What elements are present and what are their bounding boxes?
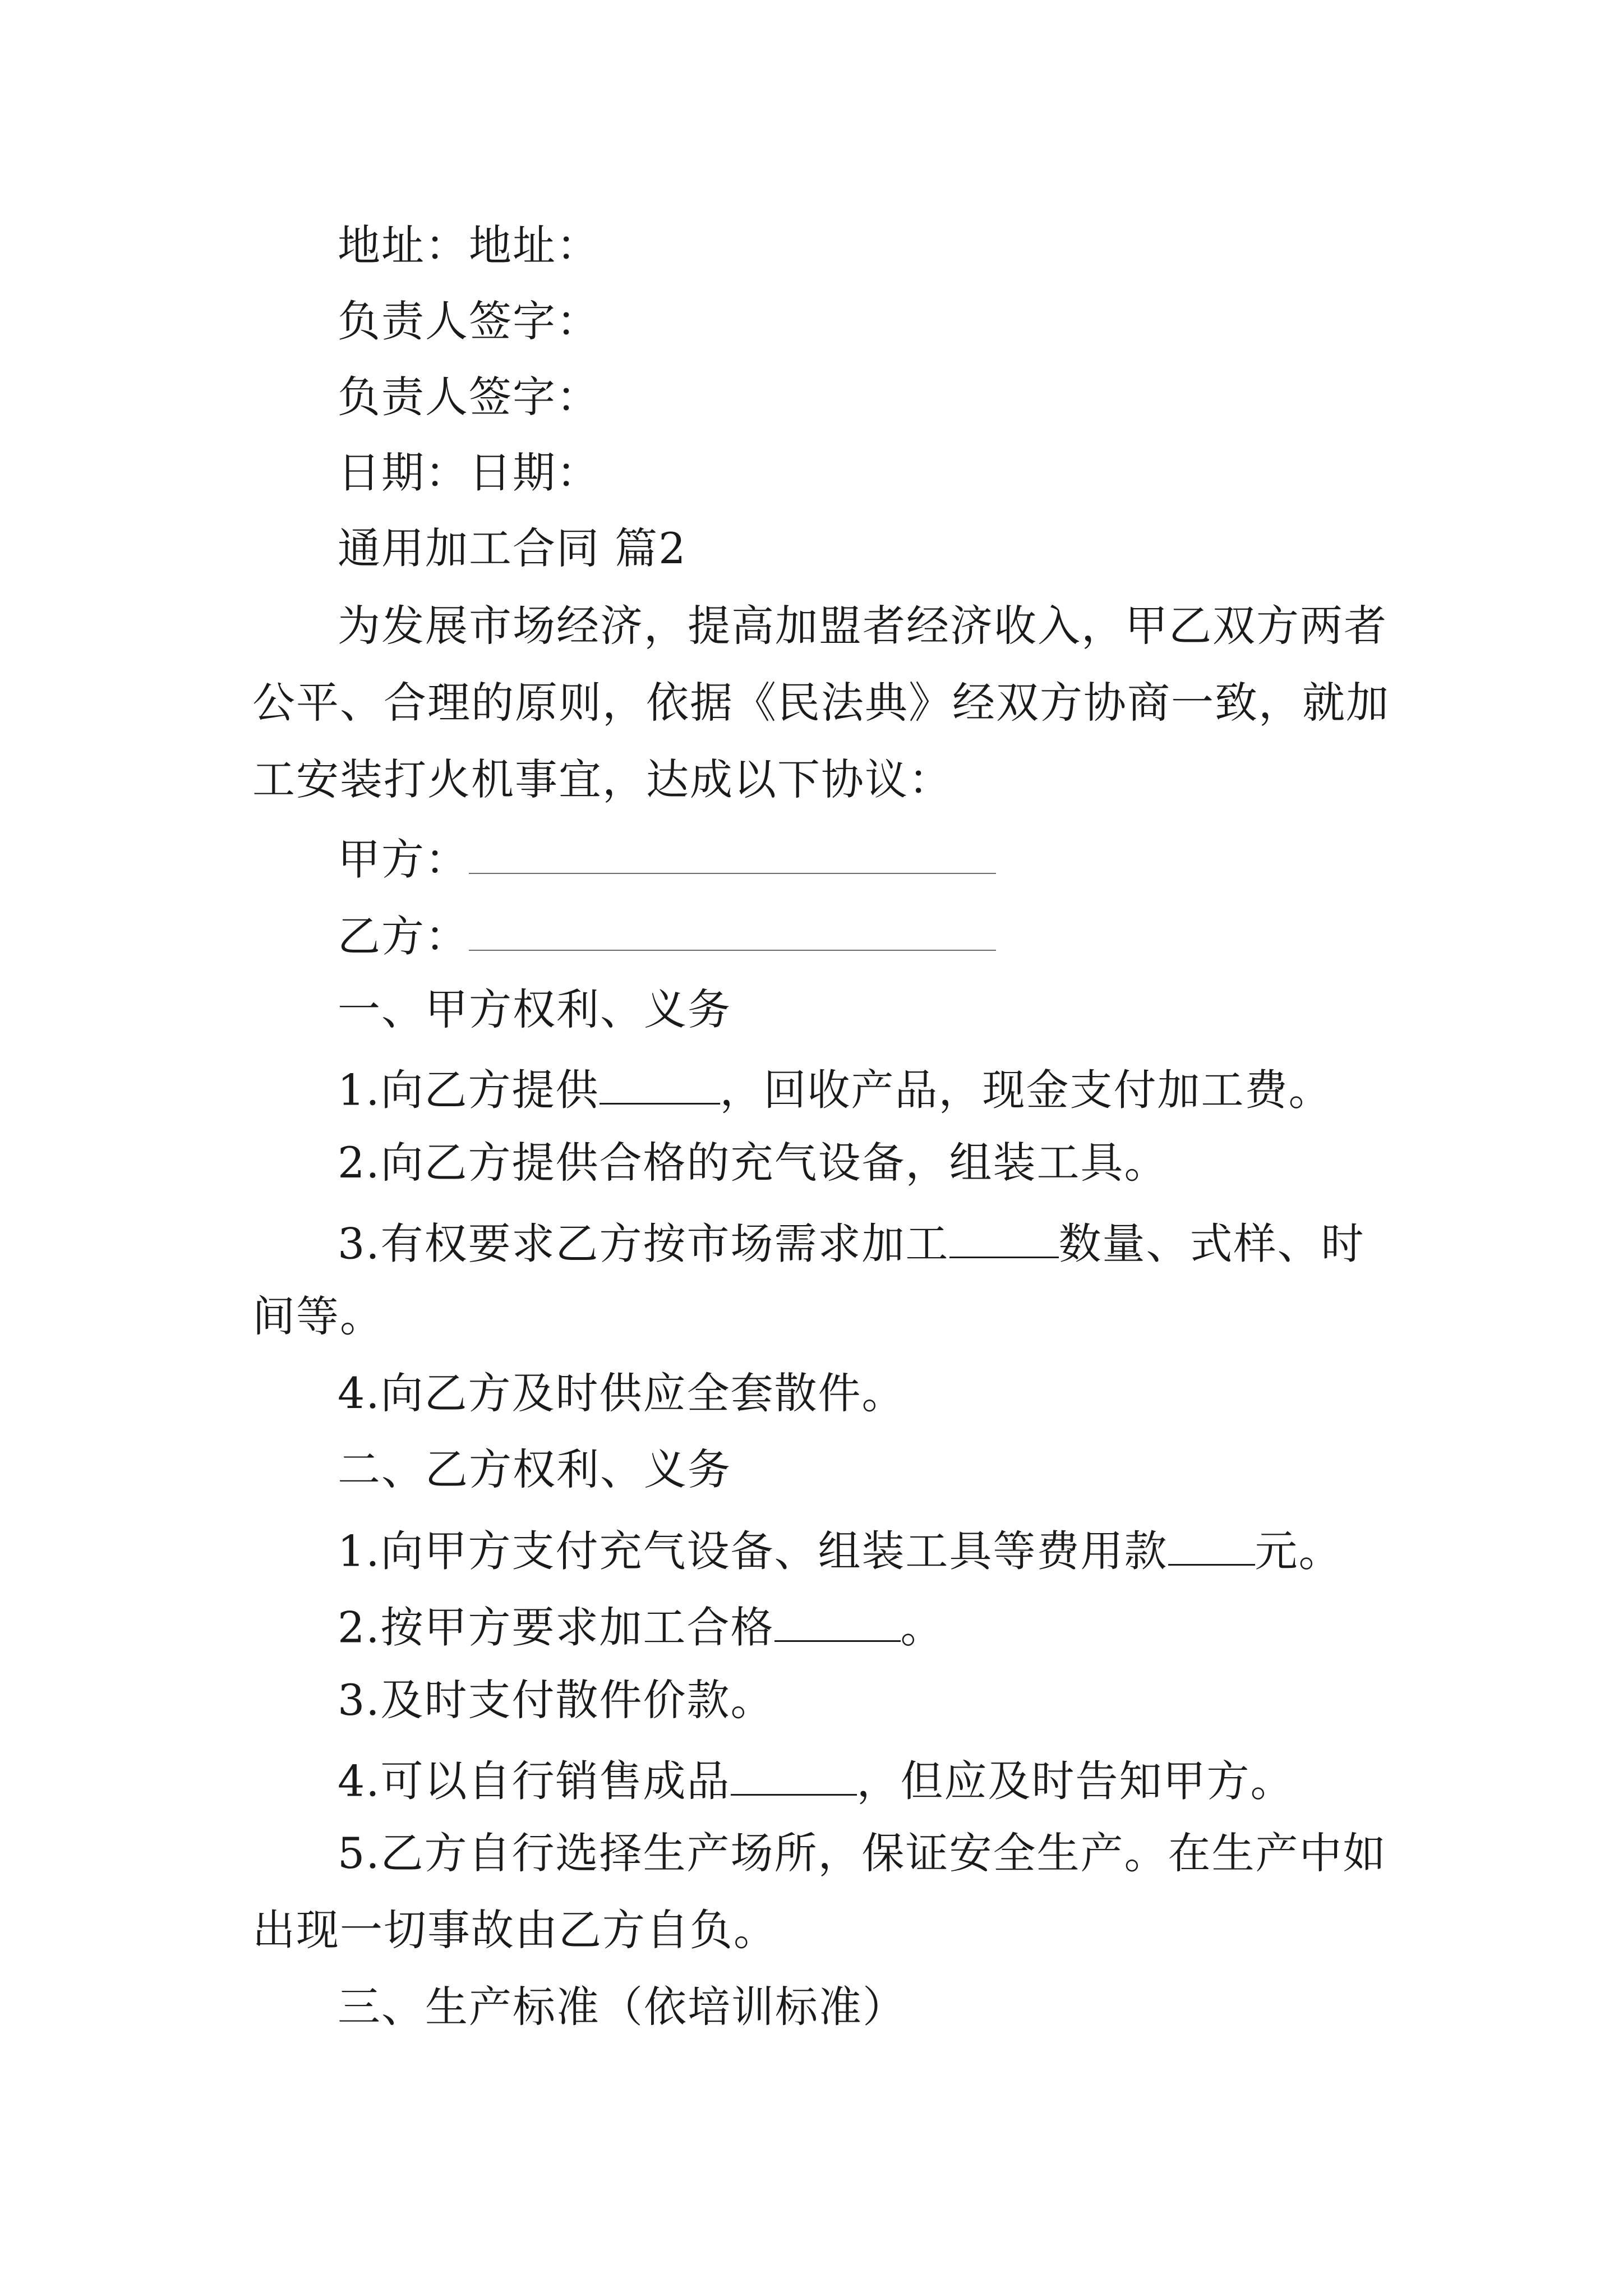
section-2-text: 二、乙方权利、义务 — [338, 1444, 731, 1494]
item-a1-post: ，回收产品，现金支付加工费。 — [720, 1065, 1332, 1115]
item-b2 — [338, 1602, 1470, 1653]
item-b4-pre: 4.可以自行销售成品 — [338, 1756, 731, 1806]
item-a1 — [338, 1065, 1470, 1115]
party-b-blank — [469, 912, 996, 951]
item-a3-continuation — [252, 1291, 1385, 1341]
item-a1-pre: 1.向乙方提供 — [338, 1065, 600, 1115]
item-a3-cont-text: 间等。 — [252, 1291, 384, 1341]
item-b1-post: 元。 — [1255, 1526, 1343, 1576]
signature-text-1: 负责人签字： — [338, 296, 600, 346]
item-a2-text: 2.向乙方提供合格的充气设备，组装工具。 — [338, 1138, 1168, 1188]
intro-text-3: 工安装打火机事宜，达成以下协议： — [252, 754, 952, 804]
item-b2-blank — [774, 1602, 901, 1642]
intro-text-1: 为发展市场经济，提高加盟者经济收入，甲乙双方两者 — [338, 601, 1387, 651]
signature-text-2: 负责人签字： — [338, 372, 600, 422]
item-a3 — [338, 1218, 1470, 1269]
signature-line-1 — [338, 296, 1470, 346]
item-b5-text-1: 5.乙方自行选择生产场所，保证安全生产。在生产中如 — [338, 1828, 1387, 1878]
heading-text: 通用加工合同 篇2 — [338, 523, 687, 573]
date-line — [338, 448, 1470, 498]
item-b4-post: ，但应及时告知甲方。 — [856, 1756, 1294, 1806]
address-text: 地址：地址： — [338, 220, 600, 270]
item-a1-blank — [600, 1065, 720, 1105]
section-2-title — [338, 1444, 1470, 1494]
item-a3-post: 数量、式样、时 — [1058, 1218, 1365, 1269]
item-b4 — [338, 1756, 1470, 1806]
item-b1-pre: 1.向甲方支付充气设备、组装工具等费用款 — [338, 1526, 1168, 1576]
item-b1 — [338, 1526, 1470, 1576]
item-b3-text: 3.及时支付散件价款。 — [338, 1675, 774, 1725]
party-b-label: 乙方： — [338, 911, 469, 961]
section-1-text: 一、甲方权利、义务 — [338, 984, 731, 1034]
item-a4 — [338, 1368, 1470, 1418]
intro-line-2 — [252, 678, 1390, 728]
intro-line-3 — [252, 754, 1385, 804]
section-3-title — [338, 1982, 1470, 2032]
party-a-label: 甲方： — [338, 834, 469, 885]
address-line — [338, 220, 1470, 270]
item-b2-post: 。 — [900, 1602, 944, 1653]
intro-text-2: 公平、合理的原则，依据《民法典》经双方协商一致，就加 — [252, 678, 1390, 728]
party-a-blank — [469, 835, 996, 874]
item-a4-text: 4.向乙方及时供应全套散件。 — [338, 1368, 906, 1418]
item-a3-pre: 3.有权要求乙方按市场需求加工 — [338, 1218, 949, 1269]
item-b4-blank — [731, 1756, 857, 1796]
date-text: 日期：日期： — [338, 448, 600, 498]
section-3-text: 三、生产标准（依培训标准） — [338, 1982, 906, 2032]
item-b5-text-2: 出现一切事故由乙方自负。 — [252, 1905, 777, 1955]
party-a-line — [338, 834, 1470, 885]
item-a2 — [338, 1138, 1470, 1188]
signature-line-2 — [338, 372, 1470, 422]
item-b5-line-2 — [252, 1905, 1385, 1955]
item-b3 — [338, 1675, 1470, 1725]
item-b1-blank — [1168, 1526, 1255, 1566]
section-heading — [338, 523, 1470, 573]
item-b5-line-1 — [338, 1828, 1470, 1878]
party-b-line — [338, 911, 1470, 961]
section-1-title — [338, 984, 1470, 1034]
item-b2-pre: 2.按甲方要求加工合格 — [338, 1602, 774, 1653]
intro-line-1 — [338, 601, 1470, 651]
item-a3-blank — [949, 1218, 1059, 1258]
